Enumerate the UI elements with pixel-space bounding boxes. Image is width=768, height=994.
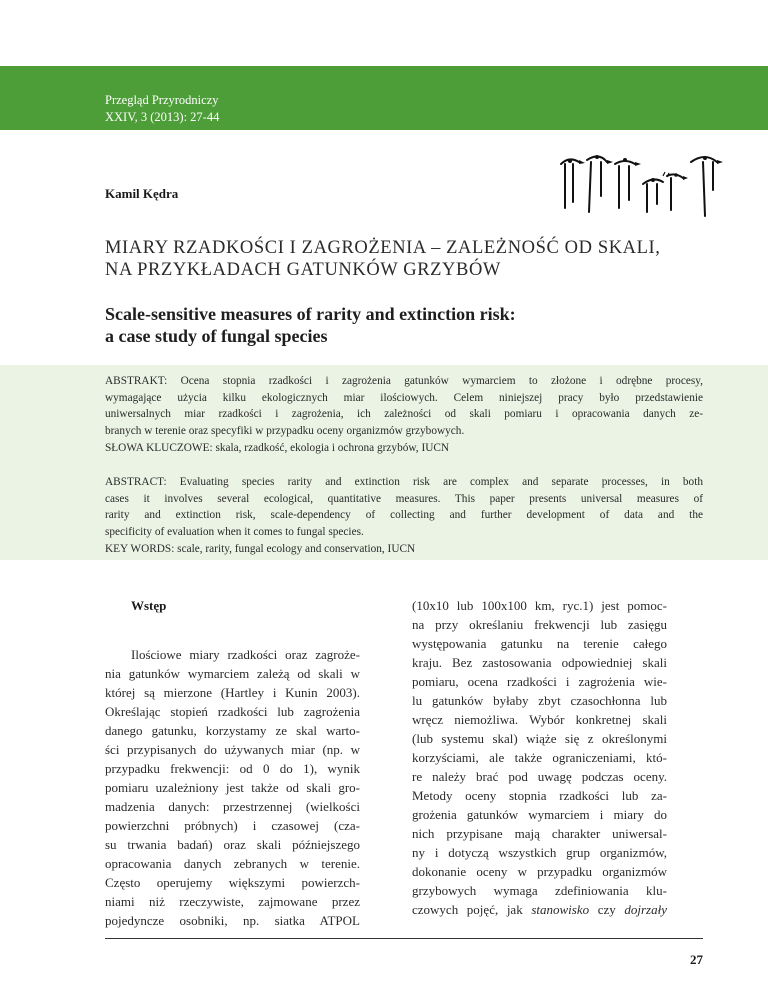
page-number: 27 (690, 952, 703, 967)
abstract-english-line: ABSTRACT: Evaluating species rarity and extinction risk are complex and separate processes, in both (105, 476, 703, 488)
body-line: su trwania badań) oraz skali późniejszego (105, 837, 360, 852)
body-left-column (105, 645, 360, 930)
body-line: przypadku frekwencji: od 0 do 1), wynik (105, 761, 360, 776)
section-heading: Wstęp (131, 598, 167, 613)
body-line: niami niż rzeczywiste, zajmowane przez (105, 894, 360, 909)
body-line: Często operujemy większymi powierzch- (105, 875, 360, 890)
body-text-run: czowych pojęć, jak (412, 902, 532, 917)
body-line: ny i dotyczą wszystkich grup organizmów, (412, 845, 667, 860)
body-line: dokonanie oceny w przypadku organizmów (412, 864, 667, 879)
abstract-english-line: rarity and extinction risk, scale-dependency of collecting and further development of data and the (105, 509, 703, 521)
title-polish-line: MIARY RZADKOŚCI I ZAGROŻENIA – ZALEŻNOŚĆ OD SKALI, (105, 238, 661, 258)
body-right-column (412, 596, 667, 919)
body-line: grzybowych wymaga zdefiniowania klu- (412, 883, 667, 898)
body-line: na przy określaniu frekwencji lub zasięgu (412, 617, 667, 632)
title-english-line: a case study of fungal species (105, 326, 328, 346)
author-name: Kamil Kędra (105, 186, 179, 201)
body-line: (10x10 lub 100x100 km, ryc.1) jest pomoc- (412, 598, 667, 613)
body-line: nich przypisane mają charakter uniwersal- (412, 826, 667, 841)
title-polish (105, 237, 725, 281)
italic-term: stanowisko (531, 902, 590, 917)
body-line: danego gatunku, korzystamy ze skal warto- (105, 723, 360, 738)
italic-term: dojrzały (624, 902, 667, 917)
abstract-english-line: specificity of evaluation when it comes to fungal species. (105, 525, 364, 538)
body-text-run: czy (589, 902, 625, 917)
body-line: opracowania danych zebranych w terenie. (105, 856, 360, 871)
body-line: ści przypisanych do używanych miar (np. w (105, 742, 360, 757)
title-english (105, 303, 725, 347)
abstract-english-line: cases it involves several ecological, quantitative measures. This paper presents universal measures of (105, 492, 703, 505)
body-line: Określając stopień rzadkości lub zagrożenia (105, 704, 360, 719)
journal-issue: XXIV, 3 (2013): 27-44 (105, 110, 220, 124)
body-line: kraju. Bez zastosowania odpowiedniej skali (412, 655, 667, 670)
birds-on-line-logo-icon (555, 150, 730, 220)
title-english-line: Scale-sensitive measures of rarity and extinction risk: (105, 304, 516, 324)
body-line: której są mierzone (Hartley i Kunin 2003). (105, 685, 360, 700)
body-line: nia gatunków wymarciem zależą od skali w (105, 666, 360, 681)
body-line: występowania gatunku na terenie całego (412, 636, 667, 651)
body-line: powierzchni próbnych) i czasowej (cza- (105, 818, 360, 833)
journal-name: Przegląd Przyrodniczy (105, 93, 219, 107)
title-polish-line: NA PRZYKŁADACH GATUNKÓW GRZYBÓW (105, 260, 501, 280)
body-line: madzenia danych: przestrzennej (wielkości (105, 799, 360, 814)
abstract-polish (105, 373, 703, 439)
body-line: pomiaru, ocena rzadkości i zagrożenia wie- (412, 674, 667, 689)
body-line: (lub systemu skal) wiąże się z określonymi (412, 731, 667, 746)
footer-rule (105, 938, 703, 939)
journal-header (105, 92, 219, 126)
body-line: korzyściami, ale także ograniczeniami, któ- (412, 750, 667, 765)
abstract-polish-line: branych w terenie oraz specyfiki w przypadku oceny organizmów grzybowych. (105, 424, 465, 437)
body-line: Metody oceny stopnia rzadkości lub za- (412, 788, 667, 803)
body-line: pomiaru uzależniony jest także od skali gro- (105, 780, 360, 795)
abstract-polish-line: wymagające użycia kilku ekologicznych miar ilościowych. Celem niniejszej pracy było przedstawienie (105, 391, 703, 404)
body-line: lu gatunków byłaby zbyt czasochłonna lub (412, 693, 667, 708)
abstract-english (105, 474, 703, 540)
keywords-polish: SŁOWA KLUCZOWE: skala, rzadkość, ekologia i ochrona grzybów, IUCN (105, 442, 450, 454)
keywords-english: KEY WORDS: scale, rarity, fungal ecology and conservation, IUCN (105, 543, 416, 555)
body-line: pojedyncze osobniki, np. siatka ATPOL (105, 913, 360, 928)
body-line: grożenia gatunków wymarciem i miary do (412, 807, 667, 822)
body-line: re należy brać pod uwagę podczas oceny. (412, 769, 667, 784)
body-line-last (412, 900, 667, 919)
body-line: wręcz niemożliwa. Wybór konkretnej skali (412, 712, 667, 727)
abstract-polish-line: uniwersalnych miar rzadkości i zagrożenia, ich zależności od skali pomiaru i opracowania danych ze- (105, 408, 703, 420)
abstract-polish-line: ABSTRAKT: Ocena stopnia rzadkości i zagrożenia gatunków wymarciem to złożone i odrębne procesy, (105, 375, 703, 387)
body-line: Ilościowe miary rzadkości oraz zagroże- (131, 647, 360, 662)
